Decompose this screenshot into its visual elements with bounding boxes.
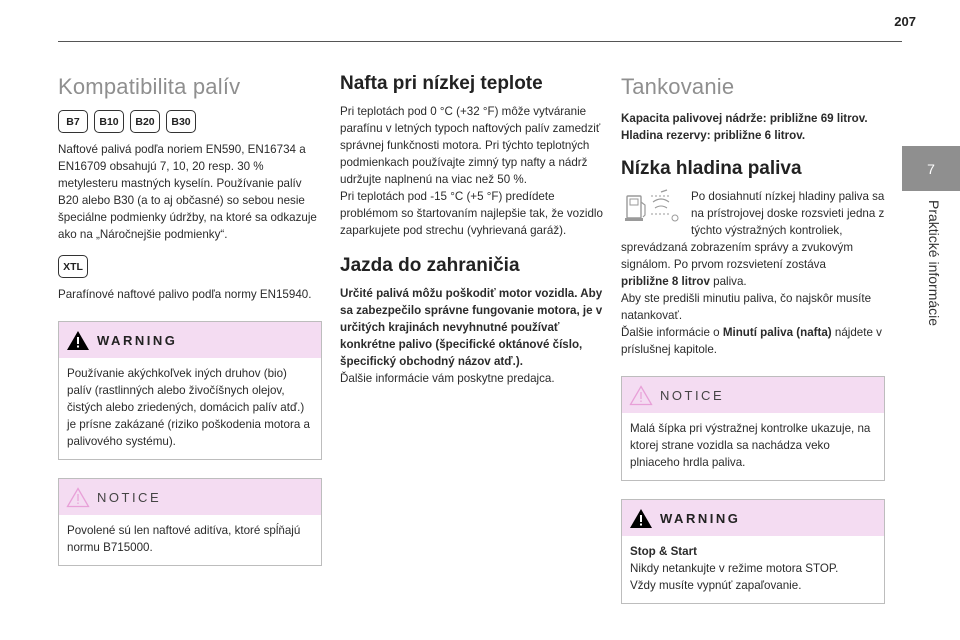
- low-fuel-text-b: Aby ste predišli minutiu paliva, čo najskôr musíte natankovať.: [621, 292, 872, 322]
- low-fuel-block: [621, 188, 885, 358]
- low-fuel-text-c-end: nájdete v príslušnej kapitole.: [621, 326, 882, 356]
- badge-b20: B20: [130, 110, 160, 133]
- badge-b10: B10: [94, 110, 124, 133]
- notice-header: [59, 479, 321, 515]
- low-fuel-link[interactable]: Minutí paliva (nafta): [722, 326, 832, 339]
- notice-text: Povolené sú len naftové aditíva, ktoré spĺňajú normu B715000.: [67, 524, 301, 554]
- warning-title: WARNING: [97, 332, 178, 348]
- section-title-fuel-compatibility: Kompatibilita palív: [58, 74, 241, 99]
- chapter-title: Praktické informácie: [926, 200, 942, 327]
- paragraph-low-temp-a: Pri teplotách pod 0 °C (+32 °F) môže vytváranie parafínu v letných typoch naftových palív zamedziť správnej funkčnosti motora. Pri týchto teplotných podmienkach používajte zimný typ nafty a nádrž udržujte naplnenú na viac než 50 %.: [340, 105, 601, 186]
- paragraph-abroad-bold: Určité palivá môžu poškodiť motor vozidla. Aby sa zabezpečilo správne fungovanie motora, je v určitých krajinách nevyhnutné používať konkrétne palivo (špecifické oktánové číslo, špecifický obchodný názov atď.).: [340, 287, 603, 368]
- badge-b30: B30: [166, 110, 196, 133]
- warning-header: [59, 322, 321, 358]
- low-fuel-litres: približne 8 litrov: [621, 275, 710, 288]
- badge-xtl: XTL: [58, 255, 88, 278]
- fuel-warning-lamp-icon: [621, 188, 685, 228]
- section-title-refuelling: Tankovanie: [621, 74, 735, 99]
- warning-title-stop-start: WARNING: [660, 510, 741, 526]
- column-diesel: [340, 68, 604, 387]
- chapter-tab[interactable]: 7: [902, 146, 960, 191]
- paragraph-low-temp-b: Pri teplotách pod -15 °C (+5 °F) predídete problémom so štartovaním najlepšie tak, že vozidlo zaparkujete pod strechu (vyhrievaná garáž).: [340, 190, 603, 237]
- notice-triangle-icon: [59, 487, 97, 508]
- notice-text-refuel: Malá šípka pri výstražnej kontrolke ukazuje, na ktorej strane vozidla sa nachádza veko plniaceho hrdla paliva.: [630, 422, 871, 469]
- page-number: 207: [894, 14, 916, 29]
- reserve-level: Hladina rezervy: približne 6 litrov.: [621, 129, 806, 142]
- fuel-badges: [58, 110, 322, 133]
- warning-text: Používanie akýchkoľvek iných druhov (bio) palív (rastlinných alebo živočíšnych olejov, čistých alebo zriedených, domácich palív atď.) je prísne zakázané (riziko poškodenia motora a palivového systému).: [67, 367, 310, 448]
- warning-box: [58, 321, 322, 460]
- warning-body-stop-start: [622, 536, 884, 603]
- warning-triangle-icon: [622, 508, 660, 529]
- warning-header-stop-start: [622, 500, 884, 536]
- warning-box-stop-start: [621, 499, 885, 604]
- notice-title-refuel: NOTICE: [660, 387, 725, 403]
- low-fuel-text-a-end: paliva.: [709, 275, 747, 288]
- warning-text-1: Nikdy netankujte v režime motora STOP.: [630, 562, 839, 575]
- xtl-badge-row: [58, 255, 322, 278]
- tank-capacity: Kapacita palivovej nádrže: približne 69 litrov.: [621, 112, 868, 125]
- notice-triangle-icon: [622, 385, 660, 406]
- warning-text-2: Vždy musíte vypnúť zapaľovanie.: [630, 579, 802, 592]
- low-fuel-text-a: Po dosiahnutí nízkej hladiny paliva sa na prístrojovej doske rozsvieti jedna z týchto výstražných kontroliek, sprevádzaná zobrazením správy a zvukovým signálom. Po prvom rozsvietení zostáva: [621, 190, 885, 271]
- warning-triangle-icon: [59, 330, 97, 351]
- paragraph-diesel-norms: Naftové palivá podľa noriem EN590, EN16734 a EN16709 obsahujú 7, 10, 20 resp. 30 % metylesteru mastných kyselín. Používanie palív B20 alebo B30 (a to aj občasné) so sebou nesie špeciálne podmienky údržby, na ktoré sa odkazuje ako na „Náročnejšie podmienky“.: [58, 143, 317, 241]
- warning-subtitle: Stop & Start: [630, 545, 697, 558]
- notice-box-refuel: [621, 376, 885, 481]
- section-title-abroad: Jazda do zahraničia: [340, 255, 520, 276]
- notice-header-refuel: [622, 377, 884, 413]
- section-title-low-temp: Nafta pri nízkej teplote: [340, 73, 543, 94]
- notice-title: NOTICE: [97, 489, 162, 505]
- section-title-low-fuel: Nízka hladina paliva: [621, 158, 802, 179]
- header-rule: [58, 41, 902, 42]
- badge-b7: B7: [58, 110, 88, 133]
- low-fuel-text-c-pre: Ďalšie informácie o: [621, 326, 723, 339]
- column-refuelling: [621, 68, 885, 604]
- paragraph-abroad: Ďalšie informácie vám poskytne predajca.: [340, 372, 555, 385]
- column-fuel-compatibility: [58, 68, 322, 566]
- notice-box: [58, 478, 322, 566]
- paragraph-paraffin-diesel: Parafínové naftové palivo podľa normy EN15940.: [58, 288, 312, 301]
